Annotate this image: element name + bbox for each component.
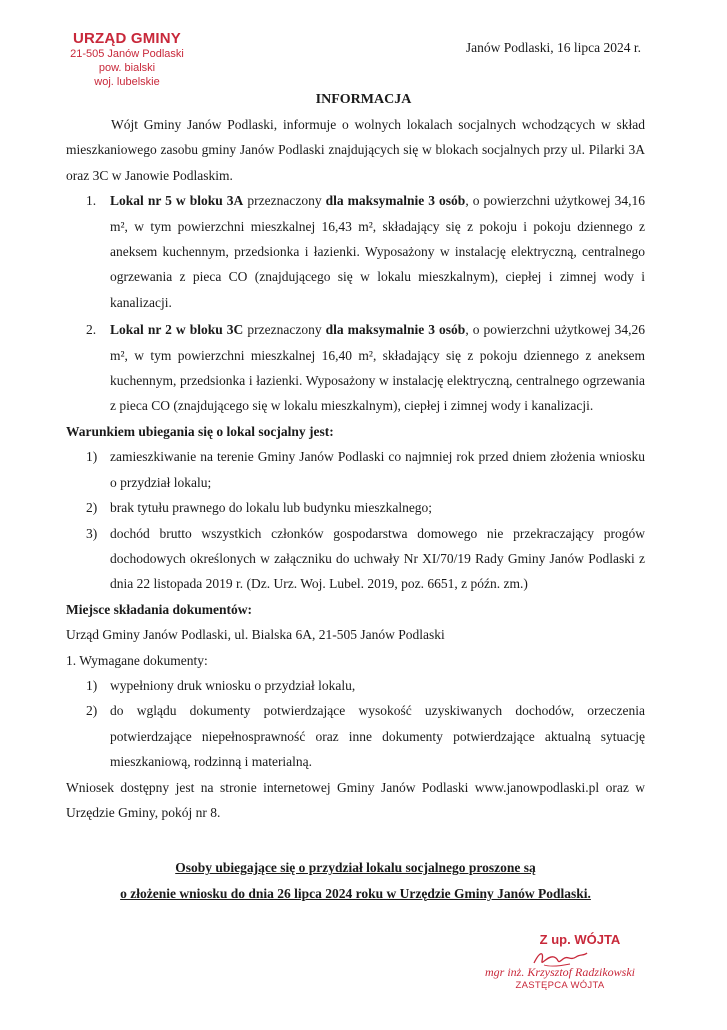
- condition-text: zamieszkiwanie na terenie Gminy Janów Podlaski co najmniej rok przed dniem złożenia wniosku o przydział lokalu;: [110, 449, 645, 490]
- required-doc-item: [66, 698, 645, 774]
- submission-heading: Miejsce składania dokumentów:: [66, 601, 253, 617]
- condition-item: [66, 444, 645, 495]
- signature-authority: Z up. WÓJTA: [539, 932, 621, 947]
- stamp-voivodeship: woj. lubelskie: [94, 76, 160, 88]
- required-doc-number: 2): [86, 703, 98, 719]
- conditions-list: [66, 444, 645, 596]
- closing-notice: [66, 855, 645, 906]
- document-title: INFORMACJA: [315, 92, 412, 107]
- condition-item: [66, 521, 645, 597]
- document-body: [66, 112, 645, 906]
- condition-number: 2): [86, 500, 98, 516]
- closing-line-2: o złożenie wniosku do dnia 26 lipca 2024 roku w Urzędzie Gminy Janów Podlaski.: [120, 885, 591, 901]
- condition-number: 3): [86, 525, 98, 541]
- required-heading: 1. Wymagane dokumenty:: [66, 652, 208, 668]
- required-doc-number: 1): [86, 677, 98, 693]
- office-stamp: [62, 30, 192, 89]
- required-doc-item: [66, 673, 645, 698]
- unit-item: [66, 188, 645, 315]
- condition-text: brak tytułu prawnego do lokalu lub budynku mieszkalnego;: [110, 500, 433, 516]
- submission-address: Urząd Gminy Janów Podlaski, ul. Bialska 6A, 21-505 Janów Podlaski: [66, 627, 445, 643]
- required-doc-text: do wglądu dokumenty potwierdzające wysokość uzyskiwanych dochodów, orzeczenia potwierdzające niepełnosprawność oraz inne dokumenty potwierdzające aktualną sytuację mieszkaniową, rodzinną i materialną.: [110, 703, 645, 770]
- intro-paragraph: Wójt Gminy Janów Podlaski, informuje o wolnych lokalach socjalnych wchodzących w skład mieszkaniowego zasobu gminy Janów Podlaski znajdujących się w blokach socjalnych przy ul. Pilarki 3A oraz 3C w Janowie Podlaskim.: [66, 117, 645, 183]
- signature-block: [470, 932, 650, 991]
- condition-text: dochód brutto wszystkich członków gospodarstwa domowego nie przekraczający progów dochodowych określonych w załączniku do uchwały Nr XI/70/19 Rady Gminy Janów Podlaski z dnia 22 listopada 2019 r. (Dz. Urz. Woj. Lubel. 2019, poz. 6651, z późn. zm.): [110, 525, 645, 592]
- unit-text: przeznaczony: [243, 322, 326, 338]
- unit-capacity: dla maksymalnie 3 osób: [325, 193, 466, 209]
- stamp-county: pow. bialski: [98, 62, 156, 74]
- unit-number: 2.: [86, 322, 97, 338]
- unit-description: , o powierzchni użytkowej 34,26 m², w tym powierzchni mieszkalnej 16,40 m², składający się z pokoju dziennego z aneksem kuchennym, przedsionka i łazienki. Wyposażony w instalację elektryczną, centralnego ogrzewania z pieca CO (znajdującego się w lokalu mieszkalnym), ciepłej i zimnej wody i kanalizacji.: [110, 322, 645, 414]
- conditions-heading: Warunkiem ubiegania się o lokal socjalny jest:: [66, 423, 334, 439]
- required-doc-text: wypełniony druk wniosku o przydział lokalu,: [110, 677, 356, 693]
- required-docs-list: [66, 673, 645, 775]
- unit-description: , o powierzchni użytkowej 34,16 m², w tym powierzchni mieszkalnej 16,43 m², składający się z pokoju i pokoju dziennego z aneksem kuchennym, przedsionka i łazienki. Wyposażony w instalację elektryczną, centralnego ogrzewania z pieca CO (znajdującego się w lokalu mieszkalnym), ciepłej i zimnej wody i kanalizacji.: [110, 193, 645, 310]
- closing-line-1: Osoby ubiegające się o przydział lokalu socjalnego proszone są: [175, 860, 536, 876]
- availability-paragraph: Wniosek dostępny jest na stronie internetowej Gminy Janów Podlaski www.janowpodlaski.pl oraz w Urzędzie Gminy, pokój nr 8.: [66, 779, 645, 820]
- unit-capacity: dla maksymalnie 3 osób: [325, 322, 466, 338]
- unit-text: przeznaczony: [243, 193, 326, 209]
- place-date: Janów Podlaski, 16 lipca 2024 r.: [465, 40, 641, 55]
- unit-label: Lokal nr 2 w bloku 3C: [110, 322, 244, 338]
- stamp-address: 21-505 Janów Podlaski: [70, 48, 184, 60]
- unit-item: [66, 317, 645, 419]
- units-list: [66, 188, 645, 419]
- signatory-role: ZASTĘPCA WÓJTA: [515, 980, 605, 991]
- unit-number: 1.: [86, 193, 97, 209]
- unit-label: Lokal nr 5 w bloku 3A: [110, 193, 244, 209]
- condition-item: [66, 495, 645, 520]
- stamp-office: URZĄD GMINY: [72, 30, 182, 47]
- condition-number: 1): [86, 449, 98, 465]
- signatory-name: mgr inż. Krzysztof Radzikowski: [484, 965, 635, 979]
